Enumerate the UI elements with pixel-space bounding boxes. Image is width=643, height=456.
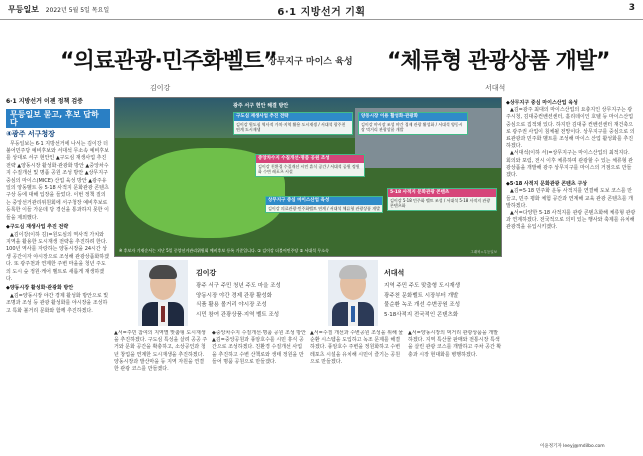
headline-right: “체류형 관광상품 개발” [387, 49, 610, 74]
headline-left: “의료관광·민주화벨트” [60, 49, 277, 74]
info-box-2 [358, 112, 468, 135]
info-box-3-title: 중앙차수지 수질개선·명품 공원 조성 [256, 155, 364, 163]
candidate-photo-left [138, 260, 188, 326]
info-box-4-title: 상무지구 중심 마이스산업 육성 [266, 197, 382, 205]
right-column [506, 98, 636, 448]
info-box-1-text: 김이강 원도심 역사적 가치·지역 활용 도시재생 / 서대석 광주천 연계 도시재생 [236, 121, 346, 132]
bio-left-line: 양동시장 야간 경제 관광 활성화 [196, 292, 273, 299]
info-box-5-title: 5·18 사적지 문화관광 콘텐츠 [388, 189, 496, 197]
right-subhead-1: ◆상무지구 중심 마이스산업 육성 [506, 100, 578, 106]
infographic-credit: 그래픽=무등일보 [470, 250, 497, 254]
right-paragraph-1: ▲김=광주 최대의 마이스산업의 요충지인 상무지구는 광주시청, 김대중컨벤션센터, 홀리데이인 호텔 등 마이스산업 중심으로 집적돼 있다. 하지만 김대중 컨벤션센터 재건축으로 광주권 사업이 침체될 전망이다. 상무지구를 중심으로 의료관광과 민주화 벨트를 조성해 마이스 산업 활성화를 추진하겠다. [506, 107, 635, 150]
bio-right-line: 광주천 문화벨트 시장부터 개발 [384, 292, 459, 299]
headline-subtitle: 상무지구 마이스 육성 [268, 57, 353, 67]
right-paragraph-4: ▲서=다양한 5·18 사적지를 관광 콘텐츠화해 체류형 관광과 연계하겠다. 전국적으로 의미 있는 행사와 축제를 유치해 관광객을 유입시키겠다. [506, 210, 636, 231]
info-box-4 [265, 196, 383, 213]
bio-left-line: 식품 활용 볼거리 야시장 조성 [196, 302, 267, 308]
info-box-2-text: 김이강 야시장 조성 야간 경제 관광 활성화 / 서대석 양동시장 먹거리 관광상품 개발 [361, 121, 463, 132]
info-box-2-title: 양동시장 이용 활성화·관광화 [359, 113, 467, 121]
body-column-2: ◆중앙차수지 수질개선·명품 공원 조성 방안 ▲김=중앙공원과 풍암호수를 시민 휴식 공간으로 조성하겠다. 친환경 수질개선 사업을 추진하고 수변 산책로와 생태 정원을 만들어 명품 공원으로 만들겠다. [212, 330, 306, 365]
issue-date: 2022년 5월 5일 목요일 [45, 7, 110, 14]
reporter-email: 이윤정기자 leeyj@mdilbo.com [540, 444, 605, 449]
page-number: 3 [628, 3, 635, 13]
right-paragraph-3: ▲김=5·18 민주화 운동 사적지를 연결해 도보 코스를 만들고, 민주 평화 체험 공간과 연계해 교육 관광 콘텐츠를 개발하겠다. [506, 188, 633, 209]
section-heading: ④광주 서구청장 [6, 130, 55, 139]
info-box-5 [387, 188, 497, 211]
infographic-note: ※ 후보자 기재순서는 지난 5일 중앙선거관리위원회 예비후보 등록 기준입니다. ① 김이강 더불어민주당 ② 서대석 무소속 [119, 248, 329, 253]
info-box-3-text: 김이강 친환경 수질개선 시민 휴식 공간 / 서대석 공원 정원화 수변 레포츠 시설 [258, 163, 360, 174]
bio-right-line: 지역 주민 주도 맞춤형 도시재생 [384, 283, 461, 289]
info-box-5-text: 김이강 5·18 민주화 벨트 조성 / 서대석 5·18 사적지 관광 콘텐츠화 [390, 197, 491, 208]
info-box-4-text: 김이강 의료관광·민주화벨트 연계 / 서대석 체류형 관광상품 개발 [268, 205, 380, 211]
body-column-3: ▲서=수질 개선과 수변공원 조성을 위해 물순환 시스템을 도입하고 녹조 문제를 해결하겠다. 풍암호수 주변을 정원화하고 수변 레포츠 시설을 유치해 시민이 즐기는 공원으로 만들겠다. [310, 330, 404, 365]
bio-left-line: 시민 참여 관광상품·지역 벨트 조성 [196, 311, 280, 318]
headline-block [10, 26, 633, 106]
paragraph-3: ▲김=양동시장 야간 경제 활성화 방안으로 빛 조명과 조성 등 관광 활성화를 야시장을 조성하고 특화 볼거리 문화와 함께 추진하겠다. [6, 292, 109, 314]
bio-left-line: 광주 서구 주민 청년 주도 마을 조성 [196, 283, 281, 289]
byline-left: 김이강 [150, 84, 171, 92]
info-box-1-title: 구도심 재생사업 추진 전략 [234, 113, 352, 121]
candidate-name-right: 서대석 [384, 269, 405, 277]
info-box-3 [255, 154, 365, 177]
series-kicker: 6·1 지방선거 이젠 정책 검증 [6, 98, 83, 105]
intro-paragraph: 무등일보는 6·1 지방선거에 나서는 김이강 더불어민주당 예비후보와 서대석 무소속 예비후보를 상대로 서구 현안인 ▲구도심 재생사업 추진 전략 ▲양동시장 활성화·관광화 방안 ▲중앙차수지 수질개선 및 명품 공원 조성 방안 ▲상무지구 중심의 마이스(MICE) 산업 육성 방안 ▲광주유일의 양동벨트 등 5·18 사적지 문화관광 콘텐츠 구상 등에 대해 입장을 들었다. 이번 정책 질의는 중앙선거관리위원회에 서구청장 예비후보로 등록한 이들 가운데 당 경선을 통과하지 못한 이들을 제외했다. [6, 140, 109, 221]
body-column-4: ▲서=양동시장의 먹거리 관광상품을 개발하겠다. 지역 특산물 판매와 전통시장 특색을 살린 관광 코스를 개발하고 주차 공간 확충과 시장 현대화를 병행하겠다. [408, 330, 502, 358]
bio-right-line: 물순환 녹조 개선 수변공원 조성 [384, 302, 461, 308]
candidate-name-left: 김이강 [196, 269, 217, 277]
left-column [6, 98, 110, 448]
candidate-bio-left [196, 282, 324, 320]
infographic-map [114, 97, 502, 257]
info-box-1 [233, 112, 353, 135]
series-tag: 무등일보 묻고, 후보 답하다 [6, 109, 110, 128]
subhead-1: ◆구도심 재생사업 추진 전략 [6, 224, 69, 231]
subhead-2: ◆양동시장 활성화·관광화 방안 [6, 285, 74, 292]
byline-right: 서대석 [485, 84, 506, 92]
body-column-1: ▲서=주민 참여의 지역별 맞춤형 도시재생을 추진하겠다. 구도심 특성을 살려 공공 주거와 문화 공간을 확충하고, 소상공인과 청년 창업을 연계한 도시재생을 추진하겠다. 양동시장과 발산마을 등 지역 자원을 연결한 관광 코스를 만들겠다. [114, 330, 208, 373]
paper-title: 무등일보 [8, 5, 39, 14]
paragraph-2: ▲김이강(이하 김)=원도심의 역사적 가치와 지역을 활용한 도시재생 전략을 추진하려 한다. 100년 역사를 자랑하는 양동시장을 24시간 상생 공간이자 야시장으로 조성해 관광상품화하겠다. 또 광주천과 연계한 주변 마을을 청년 주도의 도시 숲 정원·케어 벨트로 새롭게 재생하겠다. [6, 231, 109, 282]
section-title: 6·1 지방선거 기획 [277, 7, 366, 18]
candidate-bio-right [384, 282, 504, 320]
candidate-photo-right [328, 260, 378, 326]
infographic-title: 광주 서구 현안 해결 방안 [233, 103, 289, 109]
right-subhead-2: ◆5·18 사적지 문화관광 콘텐츠 구상 [506, 181, 588, 188]
bio-right-line: 5·18사적지 전국적인 콘텐츠화 [384, 311, 459, 318]
page-header [0, 0, 643, 20]
right-paragraph-2: ▲서대석(이하 서)=상무지구는 마이스산업의 최적지다. 회의와 포럼, 전시 이후 체류하며 관광할 수 있는 체류형 관광상품을 개발해 광주 상무지구를 마이스의 거점으로 만들겠다. [506, 150, 633, 179]
